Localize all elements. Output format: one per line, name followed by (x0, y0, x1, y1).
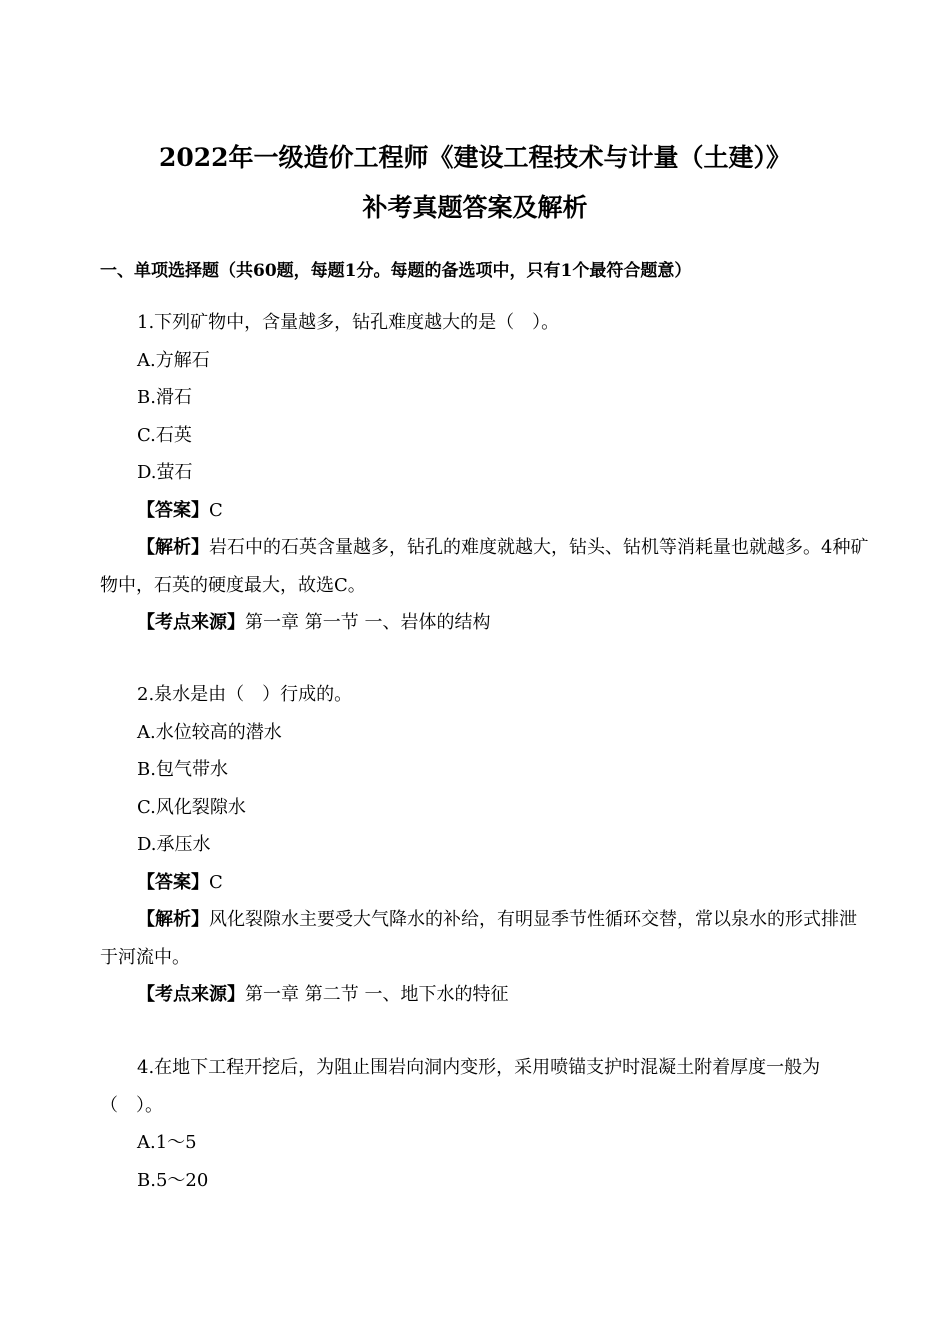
source-line (100, 976, 870, 1014)
question-stem: 1.下列矿物中，含量越多，钻孔难度越大的是（ ）。 (137, 312, 560, 333)
source-line (100, 604, 870, 642)
source-text: 第一章 第二节 一、地下水的特征 (245, 984, 509, 1005)
document-title-line2: 补考真题答案及解析 (362, 193, 588, 222)
answer-line (100, 864, 870, 902)
analysis-text: 风化裂隙水主要受大气降水的补给，有明显季节性循环交替，常以泉水的形式排泄于河流中。 (100, 909, 857, 968)
answer-value: C (209, 499, 223, 521)
analysis-label: 【解析】 (137, 537, 209, 558)
option-d: D.萤石 (137, 462, 193, 483)
option-a: A.1～5 (137, 1132, 197, 1153)
analysis-line (100, 529, 870, 604)
option-c: C.石英 (137, 424, 192, 446)
question-1 (100, 304, 870, 642)
section-heading: 一、单项选择题（共60题，每题1分。每题的备选项中，只有1个最符合题意） (100, 261, 692, 281)
answer-value: C (209, 871, 223, 893)
analysis-text: 岩石中的石英含量越多，钻孔的难度就越大，钻头、钻机等消耗量也就越多。4种矿物中，石英的硬度最大，故选C。 (100, 537, 869, 596)
document-title-line1: 2022年一级造价工程师《建设工程技术与计量（土建）》 (158, 143, 792, 172)
question-stem: 2.泉水是由（ ）行成的。 (137, 684, 353, 705)
analysis-label: 【解析】 (137, 909, 209, 930)
answer-label: 【答案】 (137, 499, 209, 521)
option-b: B.滑石 (137, 387, 192, 408)
option-c: C.风化裂隙水 (137, 796, 246, 818)
question-4 (100, 1049, 870, 1199)
option-a: A.方解石 (137, 349, 210, 371)
option-b: B.5～20 (137, 1169, 209, 1191)
source-label: 【考点来源】 (137, 984, 245, 1005)
source-text: 第一章 第一节 一、岩体的结构 (245, 612, 491, 633)
option-d: D.承压水 (137, 834, 211, 855)
analysis-line (100, 901, 870, 976)
option-a: A.水位较高的潜水 (137, 721, 282, 743)
answer-line (100, 492, 870, 530)
option-b: B.包气带水 (137, 759, 228, 780)
question-2 (100, 676, 870, 1014)
answer-label: 【答案】 (137, 871, 209, 893)
question-stem: 4.在地下工程开挖后，为阻止围岩向洞内变形，采用喷锚支护时混凝土附着厚度一般为（ ）。 (100, 1057, 821, 1116)
source-label: 【考点来源】 (137, 612, 245, 633)
